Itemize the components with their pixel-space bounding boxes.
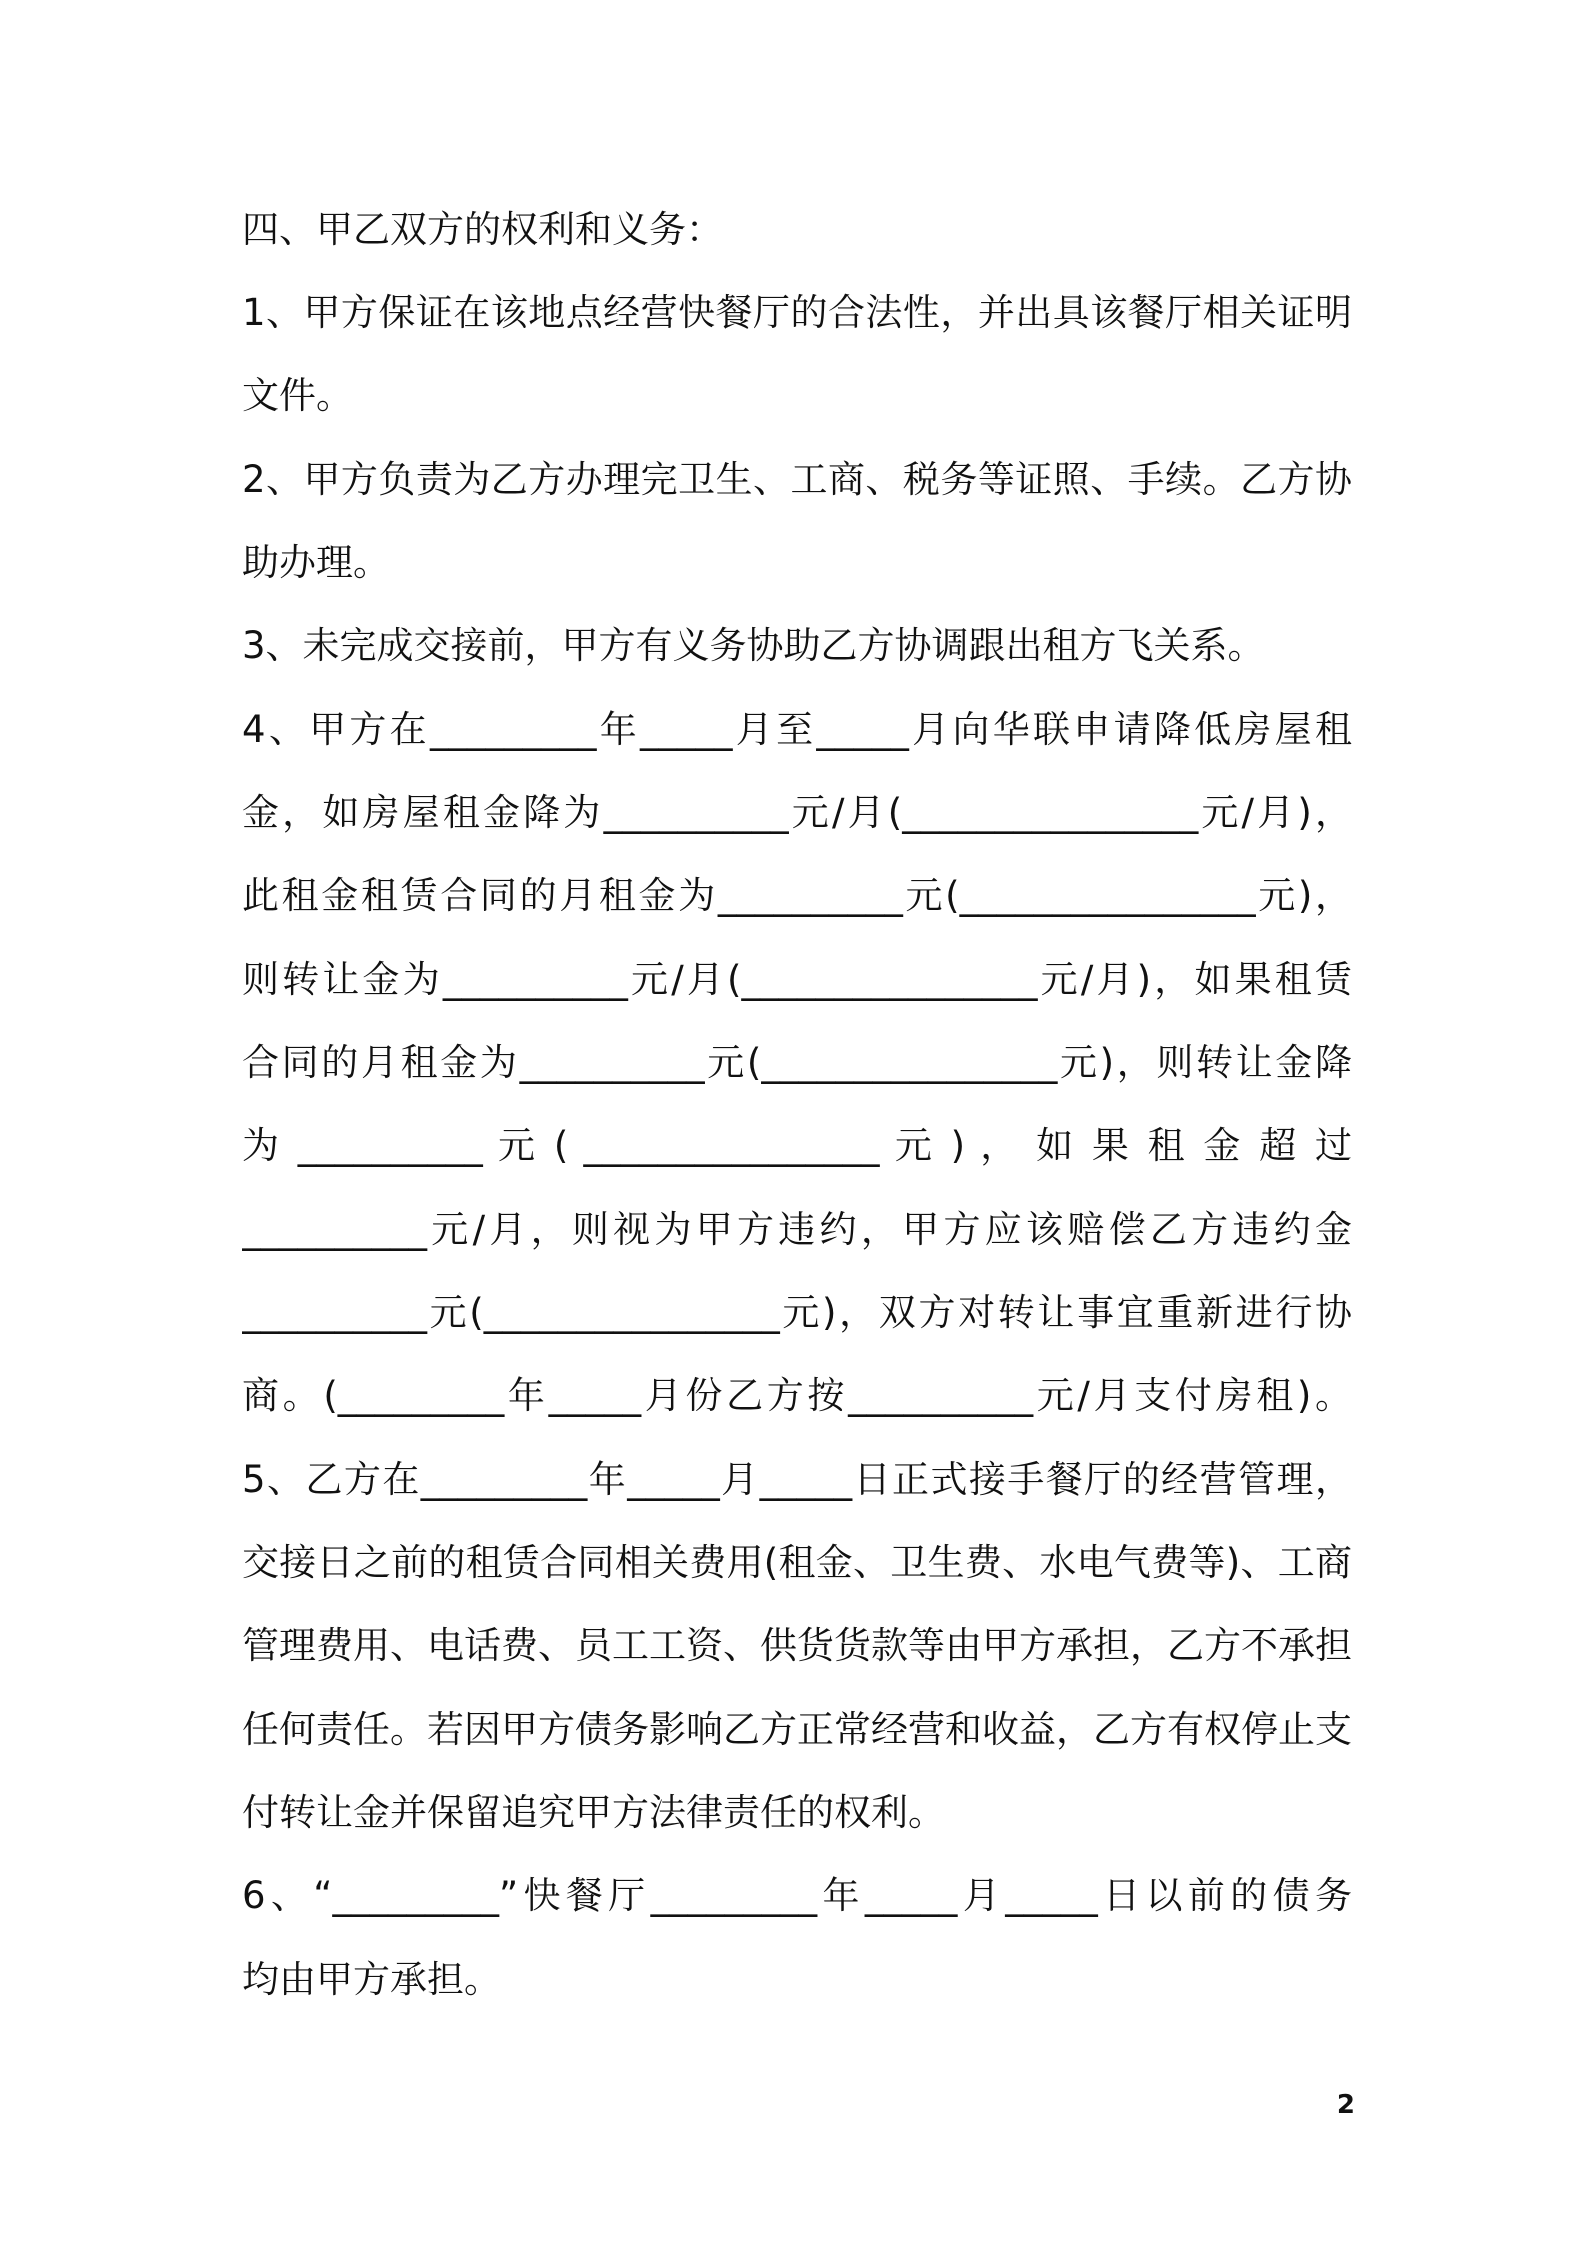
clause-6-line-1: 6、“_________”快餐厅_________年_____月_____日以前的债务 bbox=[242, 1874, 1352, 1917]
clause-4-line-8: __________元(________________元)，双方对转让事宜重新进行协 bbox=[242, 1291, 1352, 1334]
clause-5-line-4: 任何责任。若因甲方债务影响乙方正常经营和收益，乙方有权停止支 bbox=[242, 1708, 1352, 1751]
clause-4-line-6: 为 __________ 元 ( ________________ 元 ) ， 如 果 租 金 超 过 bbox=[242, 1124, 1352, 1167]
clause-4-line-7: __________元/月，则视为甲方违约，甲方应该赔偿乙方违约金 bbox=[242, 1208, 1352, 1251]
clause-6-line-2: 均由甲方承担。 bbox=[242, 1958, 501, 2001]
clause-4-line-3: 此租金租赁合同的月租金为__________元(________________元)， bbox=[242, 874, 1352, 917]
clause-4-line-1: 4、甲方在_________年_____月至_____月向华联申请降低房屋租 bbox=[242, 708, 1352, 751]
clause-4-line-4: 则转让金为__________元/月(________________元/月)，如果租赁 bbox=[242, 958, 1352, 1001]
page-number: 2 bbox=[1336, 2090, 1355, 2120]
clause-5-line-1: 5、乙方在_________年_____月_____日正式接手餐厅的经营管理， bbox=[242, 1458, 1352, 1501]
clause-4-line-9: 商。(_________年_____月份乙方按__________元/月支付房租)。 bbox=[242, 1374, 1352, 1417]
clause-5-line-2: 交接日之前的租赁合同相关费用(租金、卫生费、水电气费等)、工商 bbox=[242, 1541, 1352, 1584]
clause-5-line-3: 管理费用、电话费、员工工资、供货货款等由甲方承担，乙方不承担 bbox=[242, 1624, 1352, 1667]
clause-5-line-5: 付转让金并保留追究甲方法律责任的权利。 bbox=[242, 1791, 945, 1834]
clause-4-line-2: 金，如房屋租金降为__________元/月(________________元/月)， bbox=[242, 791, 1352, 834]
clause-4-line-5: 合同的月租金为__________元(________________元)，则转让金降 bbox=[242, 1041, 1352, 1084]
clause-1-line-1: 1、甲方保证在该地点经营快餐厅的合法性，并出具该餐厅相关证明 bbox=[242, 291, 1352, 334]
clause-3-line-1: 3、未完成交接前，甲方有义务协助乙方协调跟出租方飞关系。 bbox=[242, 624, 1265, 667]
section-heading: 四、甲乙双方的权利和义务： bbox=[242, 208, 723, 251]
clause-2-line-2: 助办理。 bbox=[242, 541, 390, 584]
clause-2-line-1: 2、甲方负责为乙方办理完卫生、工商、税务等证照、手续。乙方协 bbox=[242, 458, 1352, 501]
clause-1-line-2: 文件。 bbox=[242, 374, 353, 417]
